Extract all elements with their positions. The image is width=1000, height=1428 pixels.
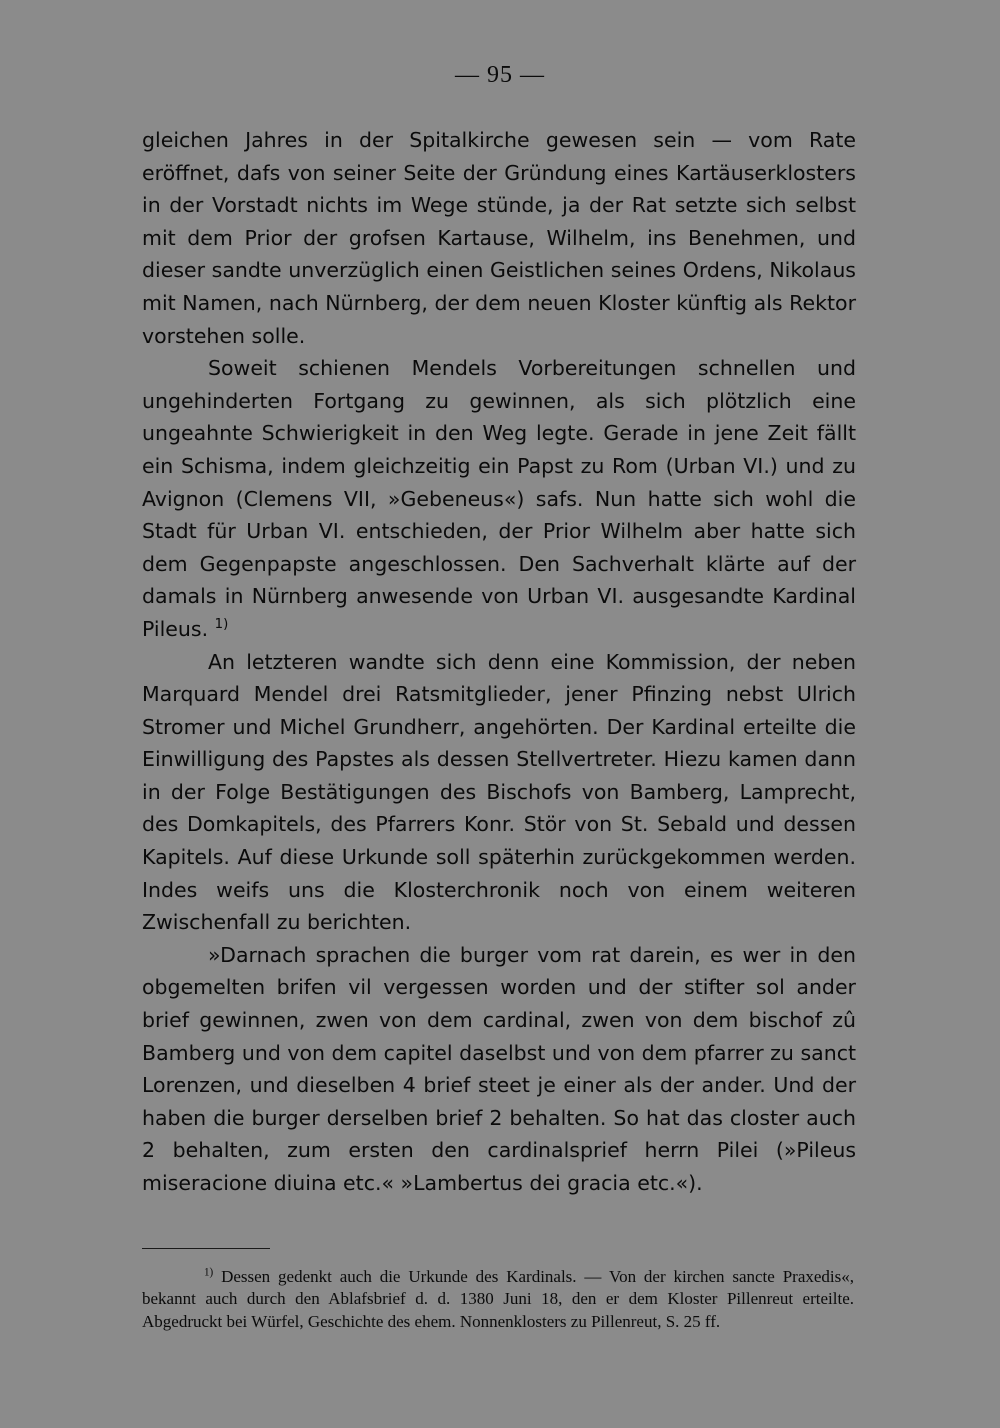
footnote (142, 1266, 854, 1333)
paragraph: gleichen Jahres in der Spitalkirche gewesen sein — vom Rate eröffnet, dafs von seiner Seite der Gründung eines Kartäuserklosters in der Vorstadt nichts im Wege stünde, ja der Rat setzte sich selbst mit dem Prior der grofsen Kartause, Wilhelm, ins Benehmen, und dieser sandte unverzüglich einen Geistlichen seines Ordens, Nikolaus mit Namen, nach Nürnberg, der dem neuen Kloster künftig als Rektor vorstehen solle. (142, 128, 856, 348)
body-text (142, 124, 856, 1200)
footnote-marker: 1) (204, 1266, 214, 1279)
paragraph: An letzteren wandte sich denn eine Kommission, der neben Marquard Mendel drei Ratsmitglieder, jener Pfinzing nebst Ulrich Stromer und Michel Grundherr, angehörten. Der Kardinal erteilte die Einwilligung des Papstes als dessen Stellvertreter. Hiezu kamen dann in der Folge Bestätigungen des Bischofs von Bamberg, Lamprecht, des Domkapitels, des Pfarrers Konr. Stör von St. Sebald und dessen Kapitels. Auf diese Urkunde soll späterhin zurückgekommen werden. Indes weifs uns die Klosterchronik noch von einem weiteren Zwischenfall zu berichten. (142, 649, 856, 935)
footnotes (142, 1266, 854, 1333)
page-number: — 95 — (455, 62, 545, 88)
footnote-text: Dessen gedenkt auch die Urkunde des Kardinals. — Von der kirchen sancte Praxedis«, bekannt auch durch den Ablafsbrief d. d. 1380 Juni 18, den er dem Kloster Pillenreut erteilte. Abgedruckt bei Würfel, Geschichte des ehem. Nonnenklosters zu Pillenreut, S. 25 ff. (142, 1267, 854, 1331)
footnote-divider (142, 1248, 270, 1249)
paragraph: »Darnach sprachen die burger vom rat darein, es wer in den obgemelten brifen vil vergessen worden und der stifter sol ander brief gewinnen, zwen von dem cardinal, zwen von dem bischof zû Bamberg und von dem capitel daselbst und von dem pfarrer zu sanct Lorenzen, und dieselben 4 brief steet je einer als der ander. Und der haben die burger derselben brief 2 behalten. So hat das closter auch 2 behalten, zum ersten den cardinalsprief herrn Pilei (»Pileus miseracione diuina etc.« »Lambertus dei gracia etc.«). (142, 942, 856, 1195)
paragraph-text: Soweit schienen Mendels Vorbereitungen schnellen und ungehinderten Fortgang zu gewinnen, als sich plötzlich eine ungeahnte Schwierigkeit in den Weg legte. Gerade in jene Zeit fällt ein Schisma, indem gleichzeitig ein Papst zu Rom (Urban VI.) und zu Avignon (Clemens VII, »Gebeneus«) safs. Nun hatte sich wohl die Stadt für Urban VI. entschieden, der Prior Wilhelm aber hatte sich dem Gegenpapste angeschlossen. Den Sachverhalt klärte auf der damals in Nürnberg anwesende von Urban VI. ausgesandte Kardinal Pileus. (142, 356, 856, 641)
paragraph (142, 352, 856, 645)
footnote-reference[interactable]: 1) (214, 617, 229, 633)
